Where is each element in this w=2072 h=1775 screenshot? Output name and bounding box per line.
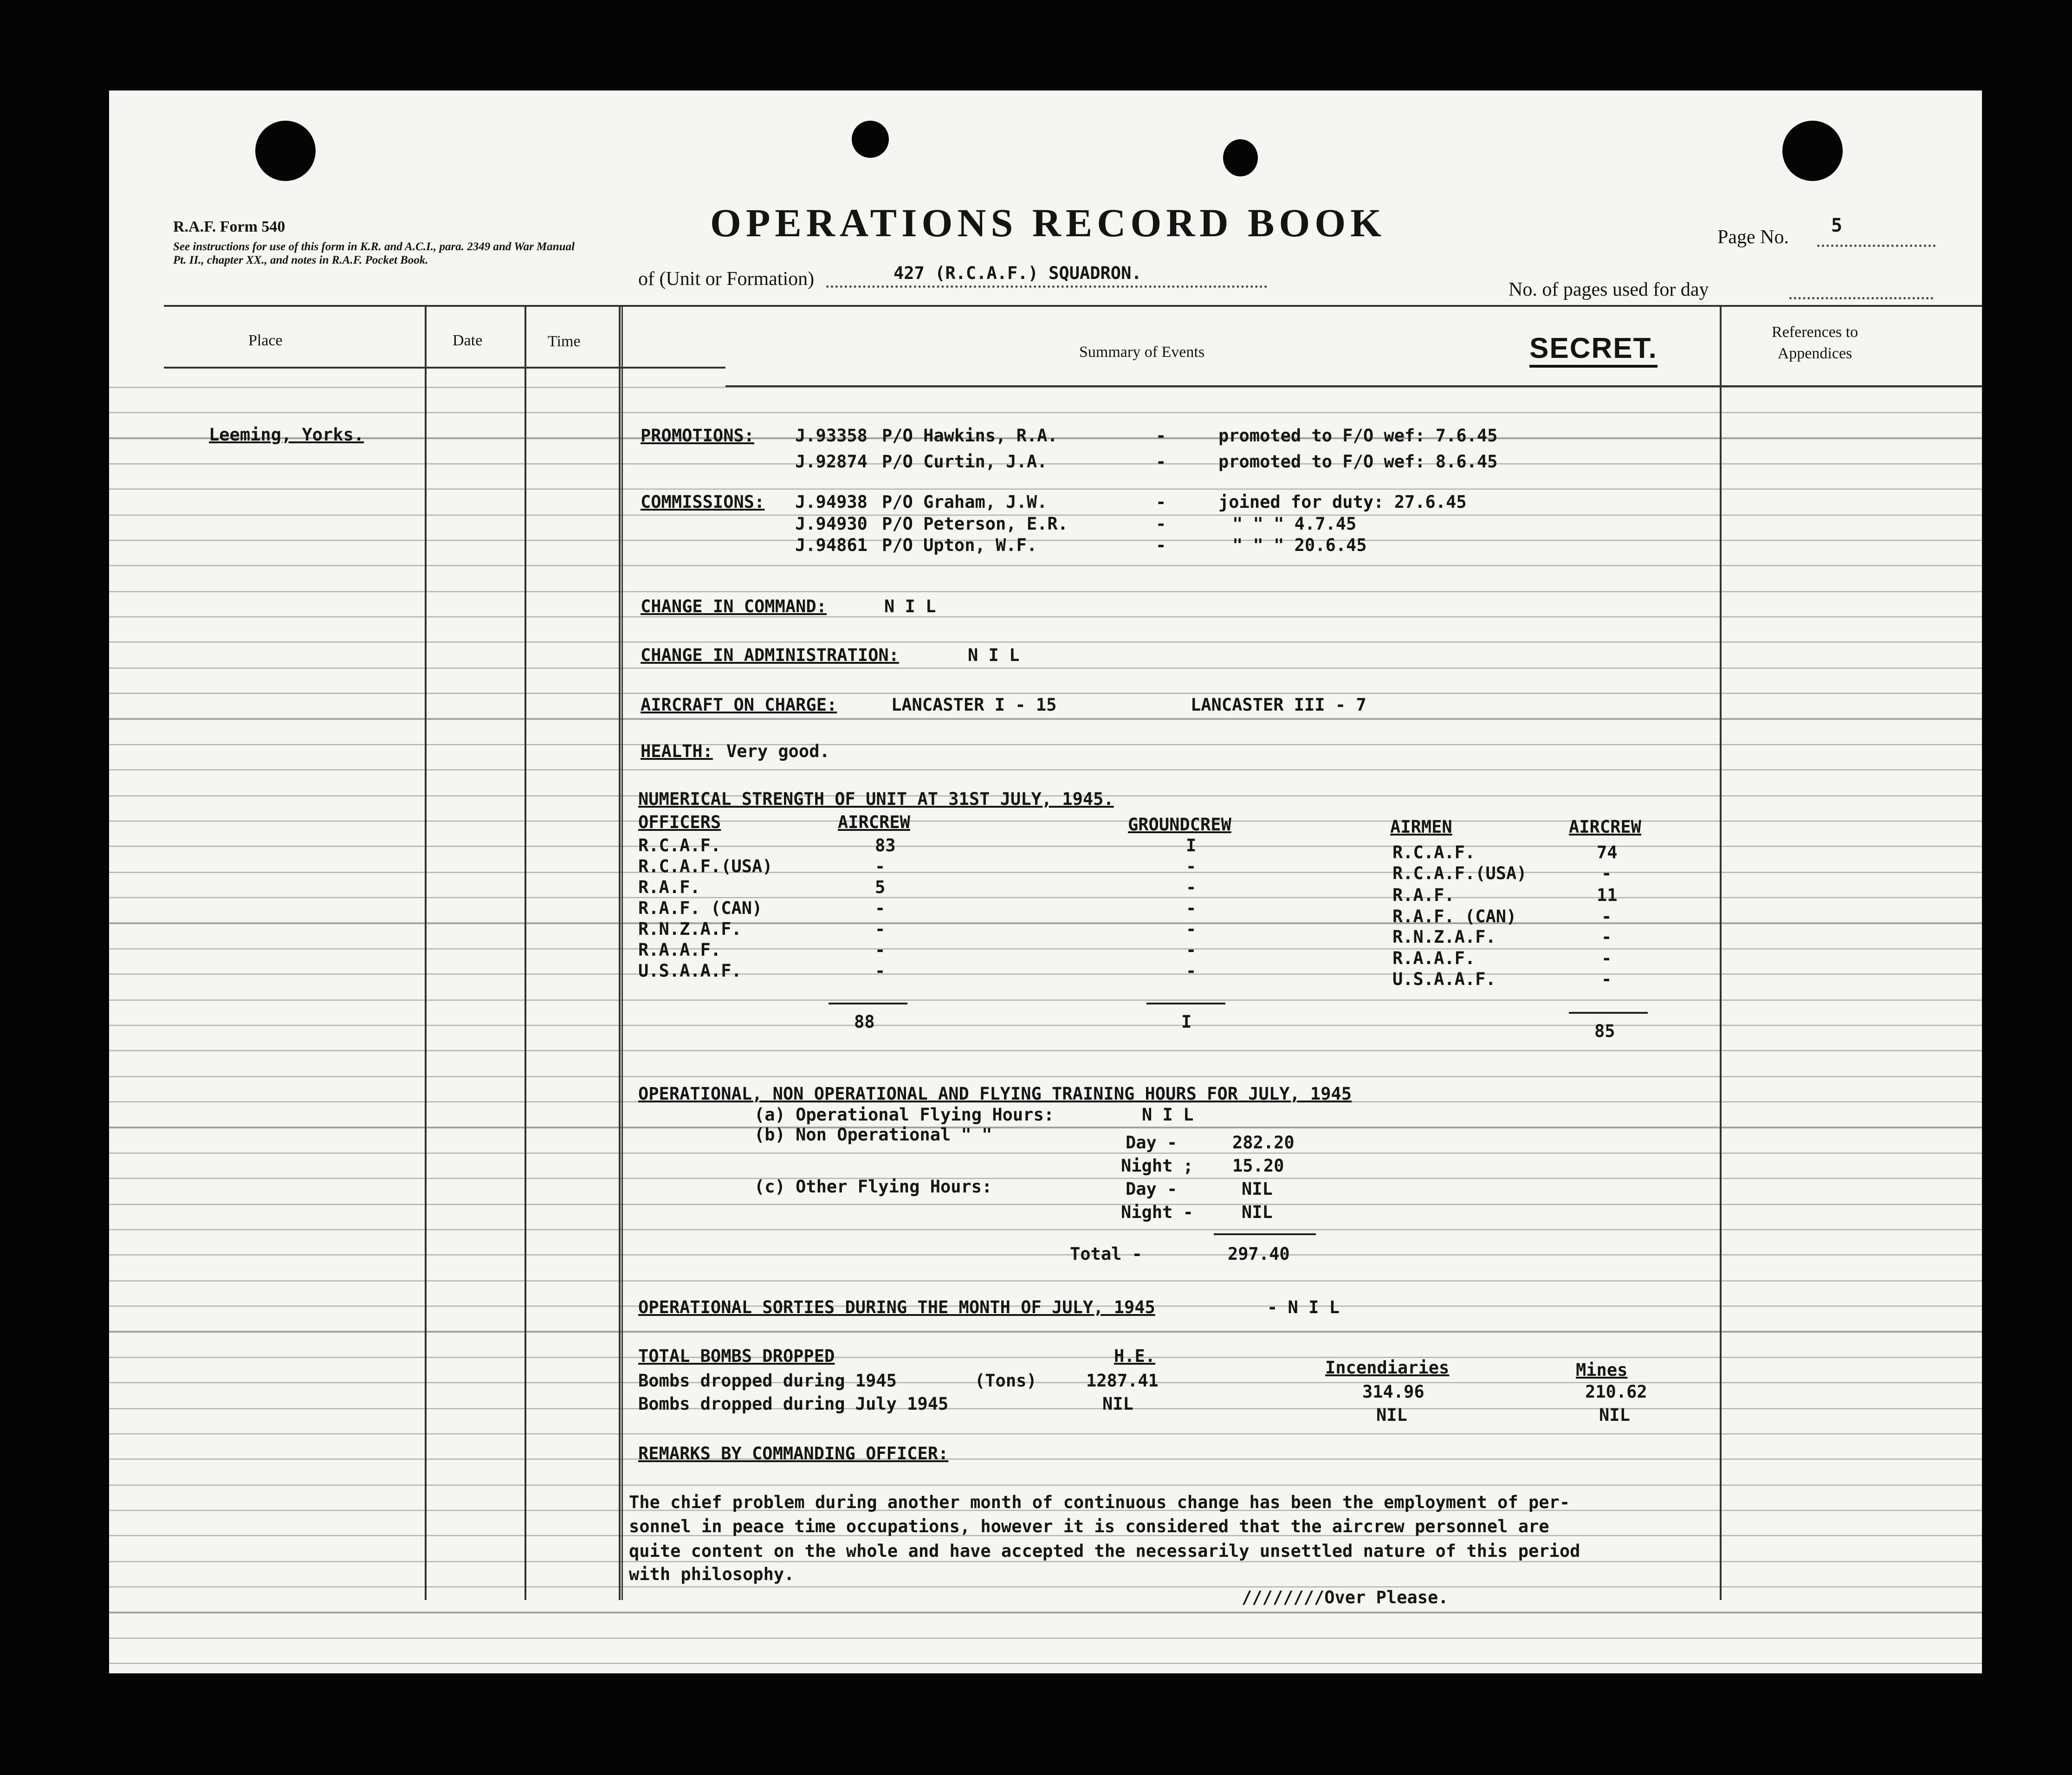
punch-hole-right (1782, 121, 1843, 181)
commission-3-name: P/O Upton, W.F. (882, 535, 1037, 555)
flying-hours-b-day-value: 282.20 (1232, 1133, 1295, 1153)
airmen-aircrew-total-rule (1569, 1012, 1648, 1014)
commission-3-number: J.94861 (795, 535, 868, 555)
flying-hours-b-label: (b) Non Operational " " (754, 1125, 992, 1145)
strength-officers-header: OFFICERS (638, 812, 721, 832)
strength-aircrew-header: AIRCREW (838, 812, 910, 832)
airmen-row-1-aircrew: 74 (1597, 842, 1618, 862)
flying-hours-c-day-value: NIL (1242, 1179, 1273, 1199)
officers-row-6-service: R.A.A.F. (638, 940, 721, 960)
flying-hours-total-rule (1214, 1233, 1316, 1235)
flying-hours-heading: OPERATIONAL, NON OPERATIONAL AND FLYING TRAINING HOURS FOR JULY, 1945 (638, 1084, 1352, 1104)
aircraft-on-charge-heading: AIRCRAFT ON CHARGE: (641, 695, 837, 715)
sorties-value: - N I L (1267, 1297, 1340, 1317)
pages-used-label: No. of pages used for day (1509, 279, 1709, 300)
commission-1-dash: - (1156, 492, 1166, 512)
place-date-divider (425, 305, 427, 1600)
flying-hours-c-night-label: Night - (1121, 1202, 1193, 1222)
commission-2-action: " " " 4.7.45 (1232, 514, 1357, 534)
over-please-note: ////////Over Please. (1242, 1587, 1449, 1607)
promotion-1-dash: - (1156, 426, 1166, 446)
change-in-administration-value: N I L (968, 645, 1020, 665)
airmen-row-4-service: R.A.F. (CAN) (1392, 907, 1517, 926)
date-time-divider (524, 305, 526, 1600)
aircraft-lancaster-i: LANCASTER I - 15 (891, 695, 1057, 715)
flying-hours-c-night-value: NIL (1242, 1202, 1273, 1222)
officers-row-1-groundcrew: I (1186, 836, 1197, 855)
airmen-row-2-service: R.C.A.F.(USA) (1392, 863, 1527, 883)
bombs-he-header: H.E. (1114, 1346, 1156, 1366)
airmen-row-2-aircrew: - (1601, 863, 1612, 883)
column-header-summary: Summary of Events (1079, 343, 1205, 361)
commission-2-dash: - (1156, 514, 1166, 534)
change-in-command-value: N I L (884, 596, 936, 616)
commission-1-name: P/O Graham, J.W. (882, 492, 1048, 512)
bombs-row-2-mines: NIL (1599, 1405, 1630, 1425)
officers-row-5-service: R.N.Z.A.F. (638, 919, 742, 939)
flying-hours-total-label: Total - (1070, 1244, 1142, 1264)
unit-label: of (Unit or Formation) (638, 268, 815, 290)
page-number-label: Page No. (1717, 227, 1789, 248)
airmen-row-6-service: R.A.A.F. (1392, 948, 1476, 968)
bombs-heading: TOTAL BOMBS DROPPED (638, 1346, 835, 1366)
officers-row-3-service: R.A.F. (638, 877, 700, 897)
place-value: Leeming, Yorks. (209, 425, 364, 445)
record-sheet (109, 91, 1982, 1673)
health-heading: HEALTH: (641, 741, 713, 761)
airmen-row-7-service: U.S.A.A.F. (1392, 969, 1496, 989)
officers-row-7-groundcrew: - (1186, 961, 1197, 981)
remarks-line-3: quite content on the whole and have accepted the necessarily unsettled nature of this period (629, 1541, 1580, 1561)
commission-2-name: P/O Peterson, E.R. (882, 514, 1068, 534)
strength-groundcrew-header: GROUNDCREW (1128, 815, 1231, 835)
airmen-row-4-aircrew: - (1601, 907, 1612, 926)
form-instructions: See instructions for use of this form in K.R. and A.C.I., para. 2349 and War Manual Pt. II., chapter XX., and notes in R.A.F. Pocket Book. (173, 240, 575, 266)
punch-hole-center-2 (1223, 139, 1258, 176)
commission-3-action: " " " 20.6.45 (1232, 535, 1367, 555)
table-top-rule (164, 305, 1982, 307)
bombs-row-2-label: Bombs dropped during July 1945 (638, 1394, 949, 1414)
officers-row-6-groundcrew: - (1186, 940, 1197, 960)
remarks-line-1: The chief problem during another month of continuous change has been the employment of per- (629, 1492, 1570, 1512)
bombs-row-1-mines: 210.62 (1585, 1382, 1647, 1402)
form-id: R.A.F. Form 540 (173, 218, 285, 235)
table-header-rule-right (725, 385, 1982, 387)
strength-airmen-header: AIRMEN (1390, 817, 1452, 837)
strength-airmen-aircrew-header: AIRCREW (1569, 817, 1641, 837)
flying-hours-b-night-label: Night ; (1121, 1156, 1193, 1176)
airmen-row-5-aircrew: - (1601, 927, 1612, 947)
airmen-row-3-service: R.A.F. (1392, 885, 1455, 905)
remarks-heading: REMARKS BY COMMANDING OFFICER: (638, 1444, 949, 1464)
bombs-row-1-units: (Tons) (975, 1371, 1037, 1391)
punch-hole-left (255, 121, 316, 181)
officers-row-3-groundcrew: - (1186, 877, 1197, 897)
bombs-mines-header: Mines (1576, 1360, 1628, 1380)
classification-stamp: SECRET. (1529, 332, 1658, 368)
page-number-value: 5 (1831, 215, 1843, 236)
officers-row-2-aircrew: - (875, 856, 886, 876)
flying-hours-c-day-label: Day - (1126, 1179, 1178, 1199)
officers-groundcrew-total-rule (1146, 1003, 1225, 1004)
flying-hours-a-label: (a) Operational Flying Hours: (754, 1105, 1055, 1125)
commission-2-number: J.94930 (795, 514, 868, 534)
time-summary-divider (619, 305, 621, 1600)
health-value: Very good. (726, 741, 830, 761)
remarks-line-4: with philosophy. (629, 1564, 795, 1584)
aircraft-lancaster-iii: LANCASTER III - 7 (1191, 695, 1366, 715)
promotion-2-number: J.92874 (795, 452, 868, 472)
airmen-row-5-service: R.N.Z.A.F. (1392, 927, 1496, 947)
officers-row-4-aircrew: - (875, 898, 886, 918)
airmen-row-7-aircrew: - (1601, 969, 1612, 989)
change-in-administration-heading: CHANGE IN ADMINISTRATION: (641, 645, 899, 665)
officers-row-4-service: R.A.F. (CAN) (638, 898, 763, 918)
flying-hours-b-day-label: Day - (1126, 1133, 1178, 1153)
promotion-2-dash: - (1156, 452, 1166, 472)
column-header-place: Place (248, 332, 283, 349)
strength-heading: NUMERICAL STRENGTH OF UNIT AT 31ST JULY, 1945. (638, 789, 1114, 809)
officers-aircrew-total-rule (829, 1003, 907, 1004)
officers-groundcrew-total: I (1181, 1012, 1192, 1032)
airmen-row-3-aircrew: 11 (1597, 885, 1618, 905)
change-in-command-heading: CHANGE IN COMMAND: (641, 596, 827, 616)
bombs-row-1-label: Bombs dropped during 1945 (638, 1371, 897, 1391)
promotions-heading: PROMOTIONS: (641, 426, 755, 446)
officers-row-3-aircrew: 5 (875, 877, 886, 897)
airmen-row-6-aircrew: - (1601, 948, 1612, 968)
unit-dots (826, 285, 1267, 288)
summary-refs-divider (1720, 305, 1722, 1600)
column-header-date: Date (453, 332, 483, 349)
bombs-row-2-incendiaries: NIL (1376, 1405, 1407, 1425)
promotion-1-action: promoted to F/O wef: 7.6.45 (1218, 426, 1498, 446)
column-header-time: Time (548, 333, 581, 350)
officers-row-5-aircrew: - (875, 919, 886, 939)
flying-hours-b-night-value: 15.20 (1232, 1156, 1284, 1176)
page-number-dots (1817, 245, 1936, 247)
bombs-incendiaries-header: Incendiaries (1325, 1358, 1450, 1378)
officers-row-1-service: R.C.A.F. (638, 836, 721, 855)
officers-row-2-service: R.C.A.F.(USA) (638, 856, 773, 876)
promotion-2-action: promoted to F/O wef: 8.6.45 (1218, 452, 1498, 472)
officers-row-7-service: U.S.A.A.F. (638, 961, 742, 981)
officers-row-1-aircrew: 83 (875, 836, 896, 855)
airmen-aircrew-total: 85 (1594, 1021, 1615, 1041)
bombs-row-1-he: 1287.41 (1086, 1371, 1159, 1391)
commission-3-dash: - (1156, 535, 1166, 555)
airmen-row-1-service: R.C.A.F. (1392, 842, 1476, 862)
bombs-row-2-he: NIL (1102, 1394, 1133, 1414)
flying-hours-a-value: N I L (1142, 1105, 1194, 1125)
punch-hole-center (852, 121, 889, 158)
officers-row-4-groundcrew: - (1186, 898, 1197, 918)
remarks-line-2: sonnel in peace time occupations, however it is considered that the aircrew personnel are (629, 1516, 1549, 1536)
bombs-row-1-incendiaries: 314.96 (1362, 1382, 1424, 1402)
pages-used-dots (1789, 297, 1933, 299)
commission-1-action: joined for duty: 27.6.45 (1218, 492, 1467, 512)
sorties-heading: OPERATIONAL SORTIES DURING THE MONTH OF JULY, 1945 (638, 1297, 1155, 1317)
commission-1-number: J.94938 (795, 492, 868, 512)
promotion-1-number: J.93358 (795, 426, 868, 446)
officers-aircrew-total: 88 (854, 1012, 875, 1032)
flying-hours-c-label: (c) Other Flying Hours: (754, 1177, 992, 1197)
promotion-2-name: P/O Curtin, J.A. (882, 452, 1048, 472)
officers-row-6-aircrew: - (875, 940, 886, 960)
summary-left-border (622, 305, 623, 1600)
table-header-rule (164, 367, 725, 369)
promotion-1-name: P/O Hawkins, R.A. (882, 426, 1058, 446)
officers-row-5-groundcrew: - (1186, 919, 1197, 939)
commissions-heading: COMMISSIONS: (641, 492, 765, 512)
officers-row-7-aircrew: - (875, 961, 886, 981)
unit-value: 427 (R.C.A.F.) SQUADRON. (894, 263, 1142, 283)
column-header-references: References to Appendices (1772, 324, 1858, 362)
officers-row-2-groundcrew: - (1186, 856, 1197, 876)
page-title: OPERATIONS RECORD BOOK (710, 201, 1386, 245)
flying-hours-total-value: 297.40 (1228, 1244, 1290, 1264)
